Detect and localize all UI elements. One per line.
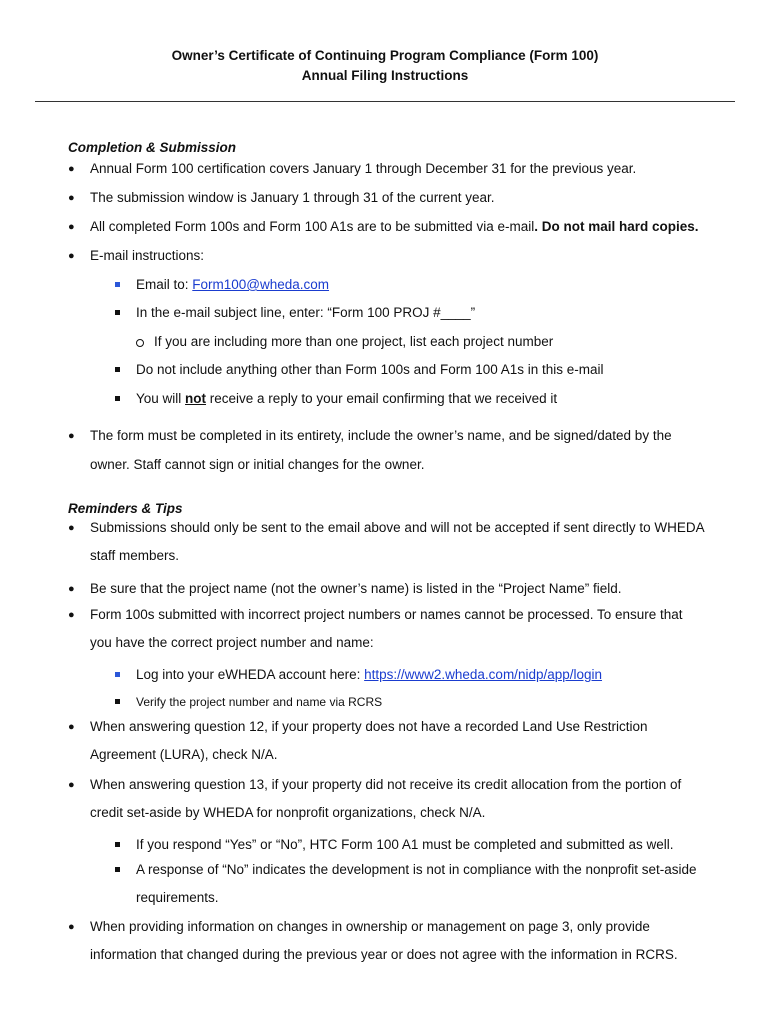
list-item: If you respond “Yes” or “No”, HTC Form 100 A1 must be completed and submitted as well. <box>136 837 674 852</box>
square-bullet-icon <box>115 310 120 315</box>
login-label: Log into your eWHEDA account here: <box>136 667 365 682</box>
reply-not: not <box>185 391 207 406</box>
square-bullet-icon <box>115 842 120 847</box>
email-to-label: Email to: <box>136 277 193 292</box>
document-header <box>0 46 770 86</box>
list-item: Do not include anything other than Form 100s and Form 100 A1s in this e-mail <box>136 362 604 377</box>
list-item: When providing information on changes in ownership or management on page 3, only provide <box>90 919 650 934</box>
bullet-icon <box>68 718 75 736</box>
list-item: Form 100s submitted with incorrect project numbers or names cannot be processed. To ensure that <box>90 607 683 622</box>
reply-post: receive a reply to your email confirming that we received it <box>206 391 558 406</box>
square-bullet-icon <box>115 282 120 287</box>
list-item-continuation: staff members. <box>90 548 180 563</box>
list-item: The submission window is January 1 through 31 of the current year. <box>90 190 495 205</box>
list-item: When answering question 13, if your property did not receive its credit allocation from the portion of <box>90 777 682 792</box>
document-subtitle: Annual Filing Instructions <box>301 68 469 83</box>
list-item-continuation: requirements. <box>136 890 219 905</box>
list-item: E-mail instructions: <box>90 248 205 263</box>
bullet-icon <box>68 776 75 794</box>
bullet-icon <box>68 519 75 537</box>
mail-item-bold: . Do not mail hard copies. <box>534 219 699 234</box>
list-item <box>136 276 329 294</box>
bullet-icon <box>68 247 75 265</box>
list-item: When answering question 12, if your property does not have a recorded Land Use Restriction <box>90 719 648 734</box>
section-title-completion: Completion & Submission <box>68 140 237 155</box>
list-item: If you are including more than one project, list each project number <box>154 334 554 349</box>
list-item: The form must be completed in its entirety, include the owner’s name, and be signed/dated by the <box>90 428 672 443</box>
list-item: Be sure that the project name (not the owner’s name) is listed in the “Project Name” field. <box>90 581 622 596</box>
square-bullet-icon <box>115 699 120 704</box>
bullet-icon <box>68 218 75 236</box>
section-title-reminders: Reminders & Tips <box>68 501 183 516</box>
bullet-icon <box>68 580 75 598</box>
bullet-icon <box>68 918 75 936</box>
square-bullet-icon <box>115 367 120 372</box>
bullet-icon <box>68 160 75 178</box>
bullet-icon <box>68 189 75 207</box>
list-item <box>136 390 557 408</box>
list-item: Verify the project number and name via RCRS <box>136 695 383 709</box>
header-divider <box>35 101 735 102</box>
square-bullet-icon <box>115 867 120 872</box>
bullet-icon <box>68 427 75 445</box>
list-item-continuation: owner. Staff cannot sign or initial changes for the owner. <box>90 457 425 472</box>
list-item <box>90 218 699 236</box>
list-item: In the e-mail subject line, enter: “Form 100 PROJ #____” <box>136 305 476 320</box>
list-item: Annual Form 100 certification covers January 1 through December 31 for the previous year. <box>90 161 637 176</box>
login-link[interactable]: https://www2.wheda.com/nidp/app/login <box>364 667 603 682</box>
list-item: Submissions should only be sent to the email above and will not be accepted if sent directly to WHEDA <box>90 520 705 535</box>
circle-bullet-icon <box>136 339 144 347</box>
list-item: A response of “No” indicates the development is not in compliance with the nonprofit set-aside <box>136 862 697 877</box>
list-item-continuation: Agreement (LURA), check N/A. <box>90 747 278 762</box>
square-bullet-icon <box>115 672 120 677</box>
email-link[interactable]: Form100@wheda.com <box>192 277 330 292</box>
list-item <box>136 666 602 684</box>
square-bullet-icon <box>115 396 120 401</box>
document-title: Owner’s Certificate of Continuing Program Compliance (Form 100) <box>171 48 599 63</box>
bullet-icon <box>68 606 75 624</box>
mail-item-text: All completed Form 100s and Form 100 A1s are to be submitted via e-mail <box>90 219 535 234</box>
list-item-continuation: credit set-aside by WHEDA for nonprofit organizations, check N/A. <box>90 805 486 820</box>
list-item-continuation: information that changed during the previous year or does not agree with the information in RCRS. <box>90 947 678 962</box>
reply-pre: You will <box>136 391 186 406</box>
list-item-continuation: you have the correct project number and name: <box>90 635 374 650</box>
